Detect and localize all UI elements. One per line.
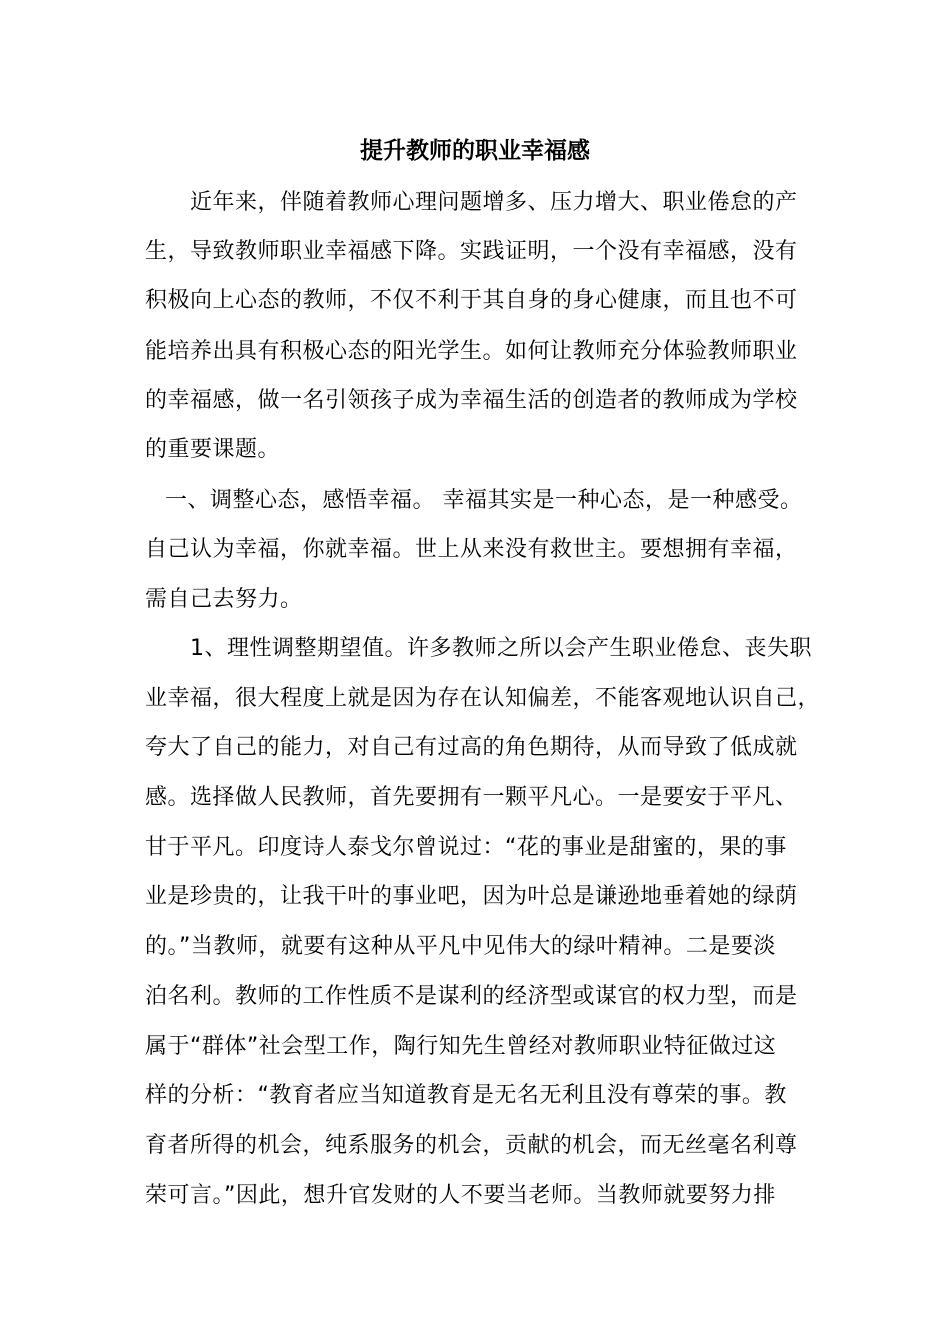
text-line: 生，导致教师职业幸福感下降。实践证明，一个没有幸福感，没有 [145,239,798,264]
text-line: 育者所得的机会，纯系服务的机会，贡献的机会，而无丝毫名利尊 [145,1133,798,1158]
text-line: 的重要课题。 [145,437,281,462]
text-line: 泊名利。教师的工作性质不是谋利的经济型或谋官的权力型，而是 [145,984,798,1009]
text-line: 的幸福感，做一名引领孩子成为幸福生活的创造者的教师成为学校 [145,388,798,413]
text-line: 积极向上心态的教师，不仅不利于其自身的身心健康，而且也不可 [145,288,798,313]
text-line: 夸大了自己的能力，对自己有过高的角色期待，从而导致了低成就 [145,735,798,760]
section-heading-line: 一、调整心态，感悟幸福。 幸福其实是一种心态，是一种感受。 [165,488,803,513]
text-line: 荣可言。”因此，想升官发财的人不要当老师。当教师就要努力排 [145,1183,776,1208]
document-title: 提升教师的职业幸福感 [360,138,590,164]
text-line: 业幸福，很大程度上就是因为存在认知偏差，不能客观地认识自己， [145,686,821,711]
text-line: 样的分析：“教育者应当知道教育是无名无利且没有尊荣的事。教 [145,1083,787,1108]
text-line: 能培养出具有积极心态的阳光学生。如何让教师充分体验教师职业 [145,339,798,364]
text-line: 的。”当教师，就要有这种从平凡中见伟大的绿叶精神。二是要淡 [145,934,776,959]
text-line: 需自己去努力。 [145,587,303,612]
text-line: 1、理性调整期望值。许多教师之所以会产生职业倦怠、丧失职 [190,636,812,661]
text-line: 业是珍贵的，让我干叶的事业吧，因为叶总是谦逊地垂着她的绿荫 [145,884,798,909]
text-line: 感。选择做人民教师，首先要拥有一颗平凡心。一是要安于平凡、 [145,785,798,810]
text-line: 自己认为幸福，你就幸福。世上从来没有救世主。要想拥有幸福， [145,537,798,562]
text-line: 近年来，伴随着教师心理问题增多、压力增大、职业倦怠的产 [190,190,798,215]
text-line: 甘于平凡。印度诗人泰戈尔曾说过：“花的事业是甜蜜的，果的事 [145,835,787,860]
text-line: 属于“群体”社会型工作，陶行知先生曾经对教师职业特征做过这 [145,1034,777,1059]
